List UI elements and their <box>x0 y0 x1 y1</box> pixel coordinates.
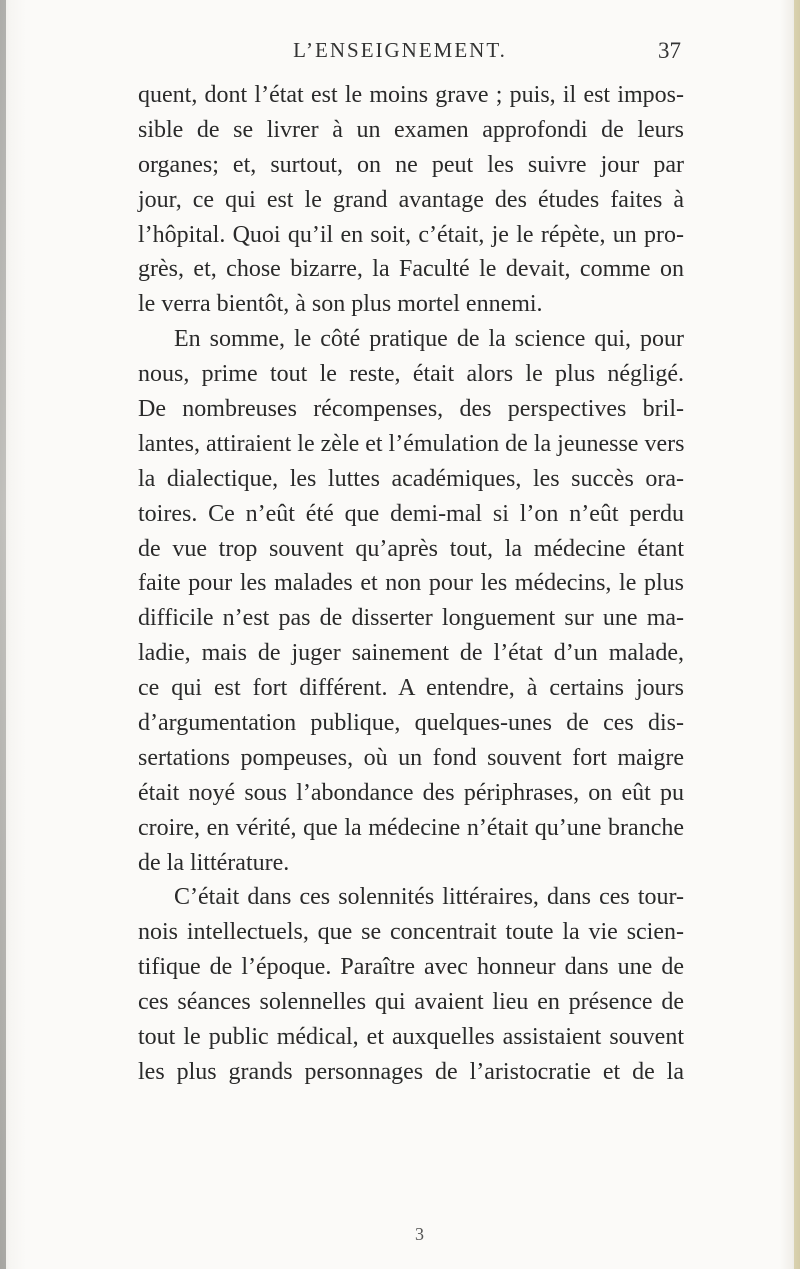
text-line: toires. Ce n’eût été que demi-mal si l’on n’eût perdu <box>138 500 684 527</box>
text-line: l’hôpital. Quoi qu’il en soit, c’était, je le répète, un pro- <box>138 221 684 248</box>
text-line: les plus grands personnages de l’aristocratie et de la <box>138 1058 684 1085</box>
text-line: était noyé sous l’abondance des périphrases, on eût pu <box>138 779 684 806</box>
text-line: En somme, le côté pratique de la science qui, pour <box>174 326 684 353</box>
text-line: la dialectique, les luttes académiques, les succès ora- <box>138 465 684 492</box>
page-edge <box>794 0 800 1269</box>
text-line: C’était dans ces solennités littéraires, dans ces tour- <box>174 884 684 911</box>
signature-mark: 3 <box>415 1224 424 1244</box>
text-line: sible de se livrer à un examen approfondi de leurs <box>138 116 684 143</box>
page-number: 37 <box>658 38 681 63</box>
binding-shadow <box>0 0 6 1269</box>
text-line: croire, en vérité, que la médecine n’était qu’une branche <box>138 814 684 841</box>
text-line: jour, ce qui est le grand avantage des études faites à <box>138 186 684 213</box>
text-line: sertations pompeuses, où un fond souvent fort maigre <box>138 744 684 771</box>
text-line: le verra bientôt, à son plus mortel ennemi. <box>138 291 543 318</box>
text-line: lantes, attiraient le zèle et l’émulation de la jeunesse vers <box>138 430 685 457</box>
text-line: d’argumentation publique, quelques-unes de ces dis- <box>138 710 684 737</box>
text-line: nous, prime tout le reste, était alors le plus négligé. <box>138 361 684 388</box>
text-line: de la littérature. <box>138 849 290 876</box>
text-line: organes; et, surtout, on ne peut les suivre jour par <box>138 151 684 178</box>
text-line: tout le public médical, et auxquelles assistaient souvent <box>138 1024 684 1051</box>
text-line: faite pour les malades et non pour les médecins, le plus <box>138 570 684 597</box>
body-text <box>138 78 684 1090</box>
page-header <box>0 38 800 68</box>
running-head: L’ENSEIGNEMENT. <box>293 38 507 62</box>
text-line: difficile n’est pas de disserter longuement sur une ma- <box>138 605 684 632</box>
text-line: De nombreuses récompenses, des perspectives bril- <box>138 396 684 423</box>
text-line: grès, et, chose bizarre, la Faculté le devait, comme on <box>138 256 684 283</box>
text-line: nois intellectuels, que se concentrait toute la vie scien- <box>138 919 684 946</box>
text-line: ce qui est fort différent. A entendre, à certains jours <box>138 675 684 702</box>
text-line: de vue trop souvent qu’après tout, la médecine étant <box>138 535 684 562</box>
text-line: tifique de l’époque. Paraître avec honneur dans une de <box>138 954 684 981</box>
text-line: quent, dont l’état est le moins grave ; puis, il est impos- <box>138 82 684 108</box>
text-line: ces séances solennelles qui avaient lieu en présence de <box>138 989 684 1016</box>
text-line: ladie, mais de juger sainement de l’état d’un malade, <box>138 640 684 667</box>
